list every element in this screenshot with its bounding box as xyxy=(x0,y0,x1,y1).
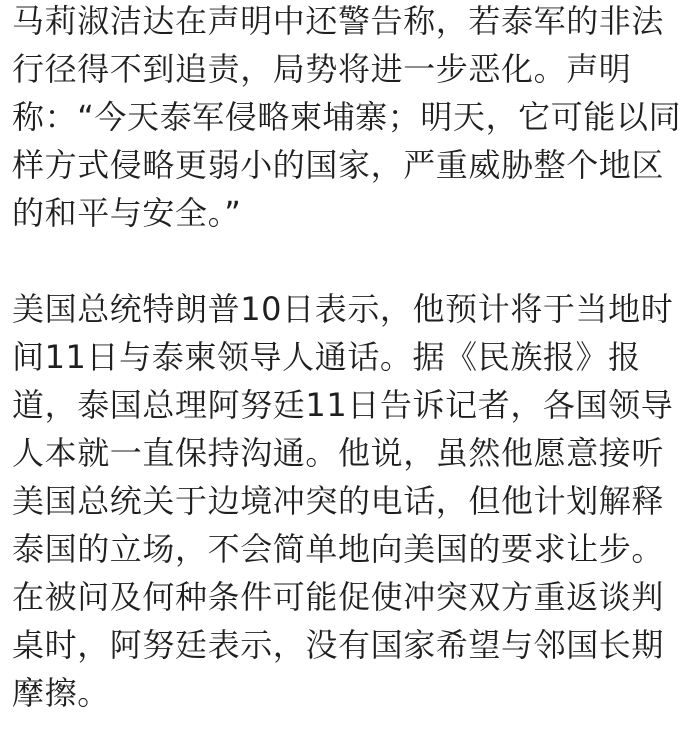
paragraph-trump-call xyxy=(12,285,694,717)
text-line: 摩擦。 xyxy=(12,674,110,712)
article-body xyxy=(12,0,694,717)
text-line: 样方式侵略更弱小的国家，严重威胁整个地区 xyxy=(12,146,665,184)
text-line: 间11日与泰柬领导人通话。据《民族报》报 xyxy=(12,338,641,376)
paragraph-spacer xyxy=(12,237,694,285)
text-line: 美国总统关于边境冲突的电话，但他计划解释 xyxy=(12,482,665,520)
text-line: 行径得不到追责，局势将进一步恶化。声明 xyxy=(12,50,632,88)
text-line: 称：“今天泰军侵略柬埔寨；明天，它可能以同 xyxy=(12,98,682,136)
text-line: 的和平与安全。” xyxy=(12,194,242,232)
text-line: 美国总统特朗普10日表示，他预计将于当地时 xyxy=(12,290,674,328)
paragraph-statement xyxy=(12,0,694,237)
text-line: 在被问及何种条件可能促使冲突双方重返谈判 xyxy=(12,578,665,616)
text-line: 马莉淑洁达在声明中还警告称，若泰军的非法 xyxy=(12,2,665,40)
text-line: 泰国的立场，不会简单地向美国的要求让步。 xyxy=(12,530,665,568)
text-line: 桌时，阿努廷表示，没有国家希望与邻国长期 xyxy=(12,626,665,664)
text-line: 道，泰国总理阿努廷11日告诉记者，各国领导 xyxy=(12,386,674,424)
text-line: 人本就一直保持沟通。他说，虽然他愿意接听 xyxy=(12,434,665,472)
